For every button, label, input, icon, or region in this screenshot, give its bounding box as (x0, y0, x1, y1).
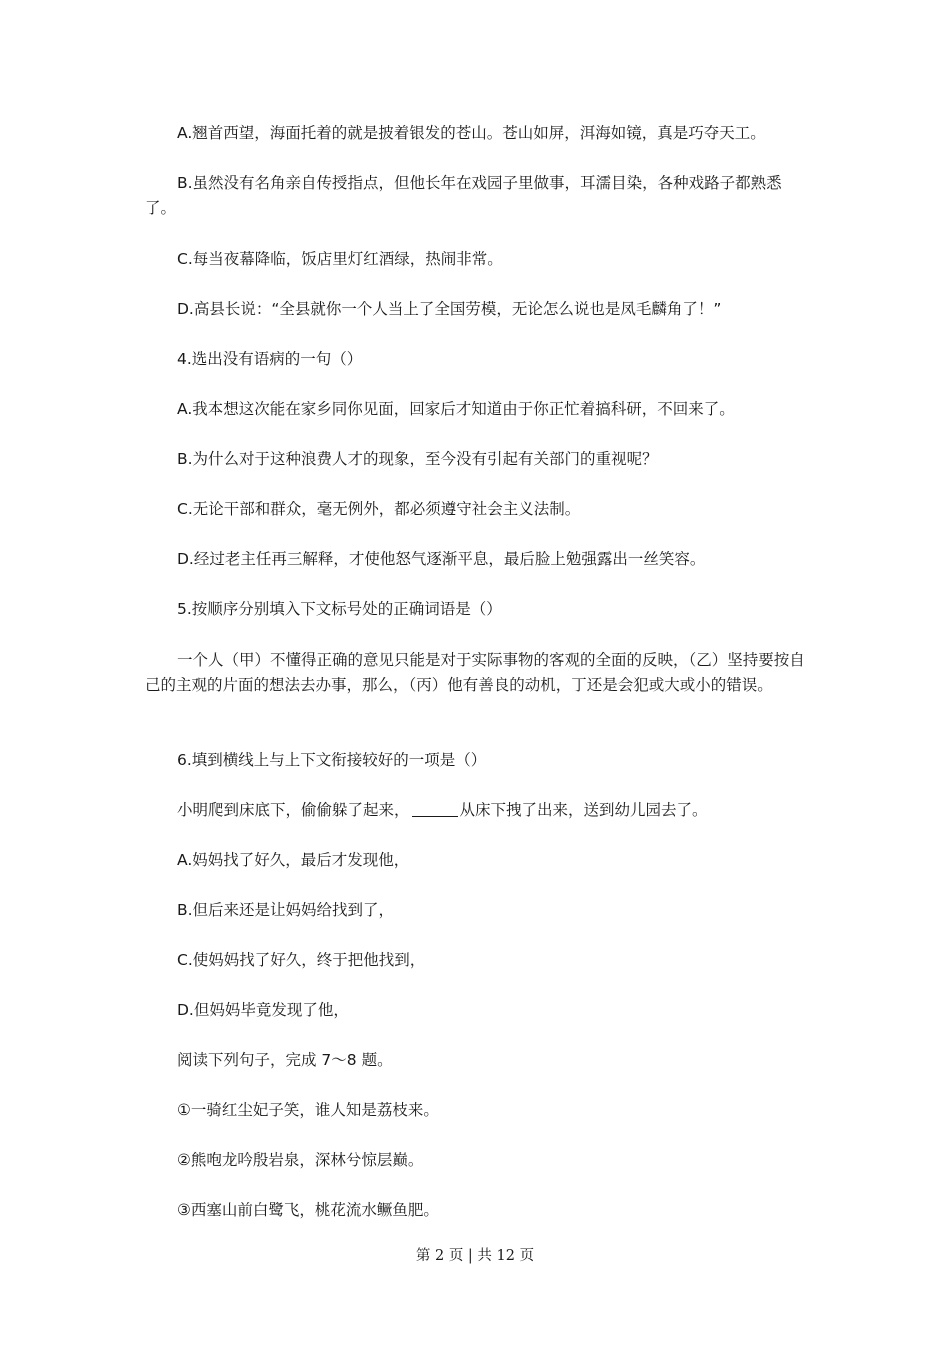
q4-option-c: C.无论干部和群众，毫无例外，都必须遵守社会主义法制。 (177, 500, 581, 518)
total-pages: 12 (496, 1248, 515, 1264)
q3-option-b: B.虽然没有名角亲自传授指点，但他长年在戏园子里做事，耳濡目染，各种戏路子都熟悉了。 (145, 174, 782, 217)
q4-option-b: B.为什么对于这种浪费人才的现象，至今没有引起有关部门的重视呢？ (177, 450, 658, 468)
q5-passage: 一个人（甲）不懂得正确的意见只能是对于实际事物的客观的全面的反映，（乙）坚持要按自己的主观的片面的想法去办事，那么，（丙）他有善良的动机，丁还是会犯或大或小的错误。 (145, 651, 805, 694)
fill-in-blank (412, 800, 458, 817)
poem-line-1: ①一骑红尘妃子笑，谁人知是荔枝来。 (177, 1101, 439, 1119)
q3-option-c: C.每当夜幕降临，饭店里灯红酒绿，热闹非常。 (177, 250, 503, 268)
q6-passage-before: 小明爬到床底下，偷偷躲了起来， (177, 801, 410, 819)
question-5-title: 5.按顺序分别填入下文标号处的正确词语是（） (177, 600, 502, 618)
q3-option-a: A.翘首西望，海面托着的就是披着银发的苍山。苍山如屏，洱海如镜，真是巧夺天工。 (177, 124, 766, 142)
page-footer (0, 1244, 950, 1265)
poem-line-2: ②熊咆龙吟殷岩泉，深林兮惊层巅。 (177, 1151, 424, 1169)
question-4-title: 4.选出没有语病的一句（） (177, 350, 363, 368)
q6-option-d: D.但妈妈毕竟发现了他， (177, 1001, 349, 1019)
q7-8-instructions: 阅读下列句子，完成 7～8 题。 (177, 1051, 393, 1069)
question-6-title: 6.填到横线上与上下文衔接较好的一项是（） (177, 751, 487, 769)
q6-option-c: C.使妈妈找了好久，终于把他找到， (177, 951, 426, 969)
q6-option-a: A.妈妈找了好久，最后才发现他， (177, 851, 410, 869)
q4-option-d: D.经过老主任再三解释，才使他怒气逐渐平息，最后脸上勉强露出一丝笑容。 (177, 550, 706, 568)
q6-option-b: B.但后来还是让妈妈给找到了， (177, 901, 395, 919)
footer-prefix: 第 (415, 1248, 435, 1264)
footer-separator: 页 | 共 (444, 1248, 497, 1264)
q6-passage (145, 798, 810, 823)
q6-passage-after: 从床下拽了出来，送到幼儿园去了。 (459, 801, 708, 819)
q4-option-a: A.我本想这次能在家乡同你见面，回家后才知道由于你正忙着搞科研，不回来了。 (177, 400, 735, 418)
poem-line-3: ③西塞山前白鹭飞，桃花流水鳜鱼肥。 (177, 1201, 439, 1219)
footer-suffix: 页 (515, 1248, 535, 1264)
current-page-number: 2 (434, 1248, 445, 1264)
q3-option-d: D.高县长说：“全县就你一个人当上了全国劳模，无论怎么说也是凤毛麟角了！” (177, 300, 722, 318)
